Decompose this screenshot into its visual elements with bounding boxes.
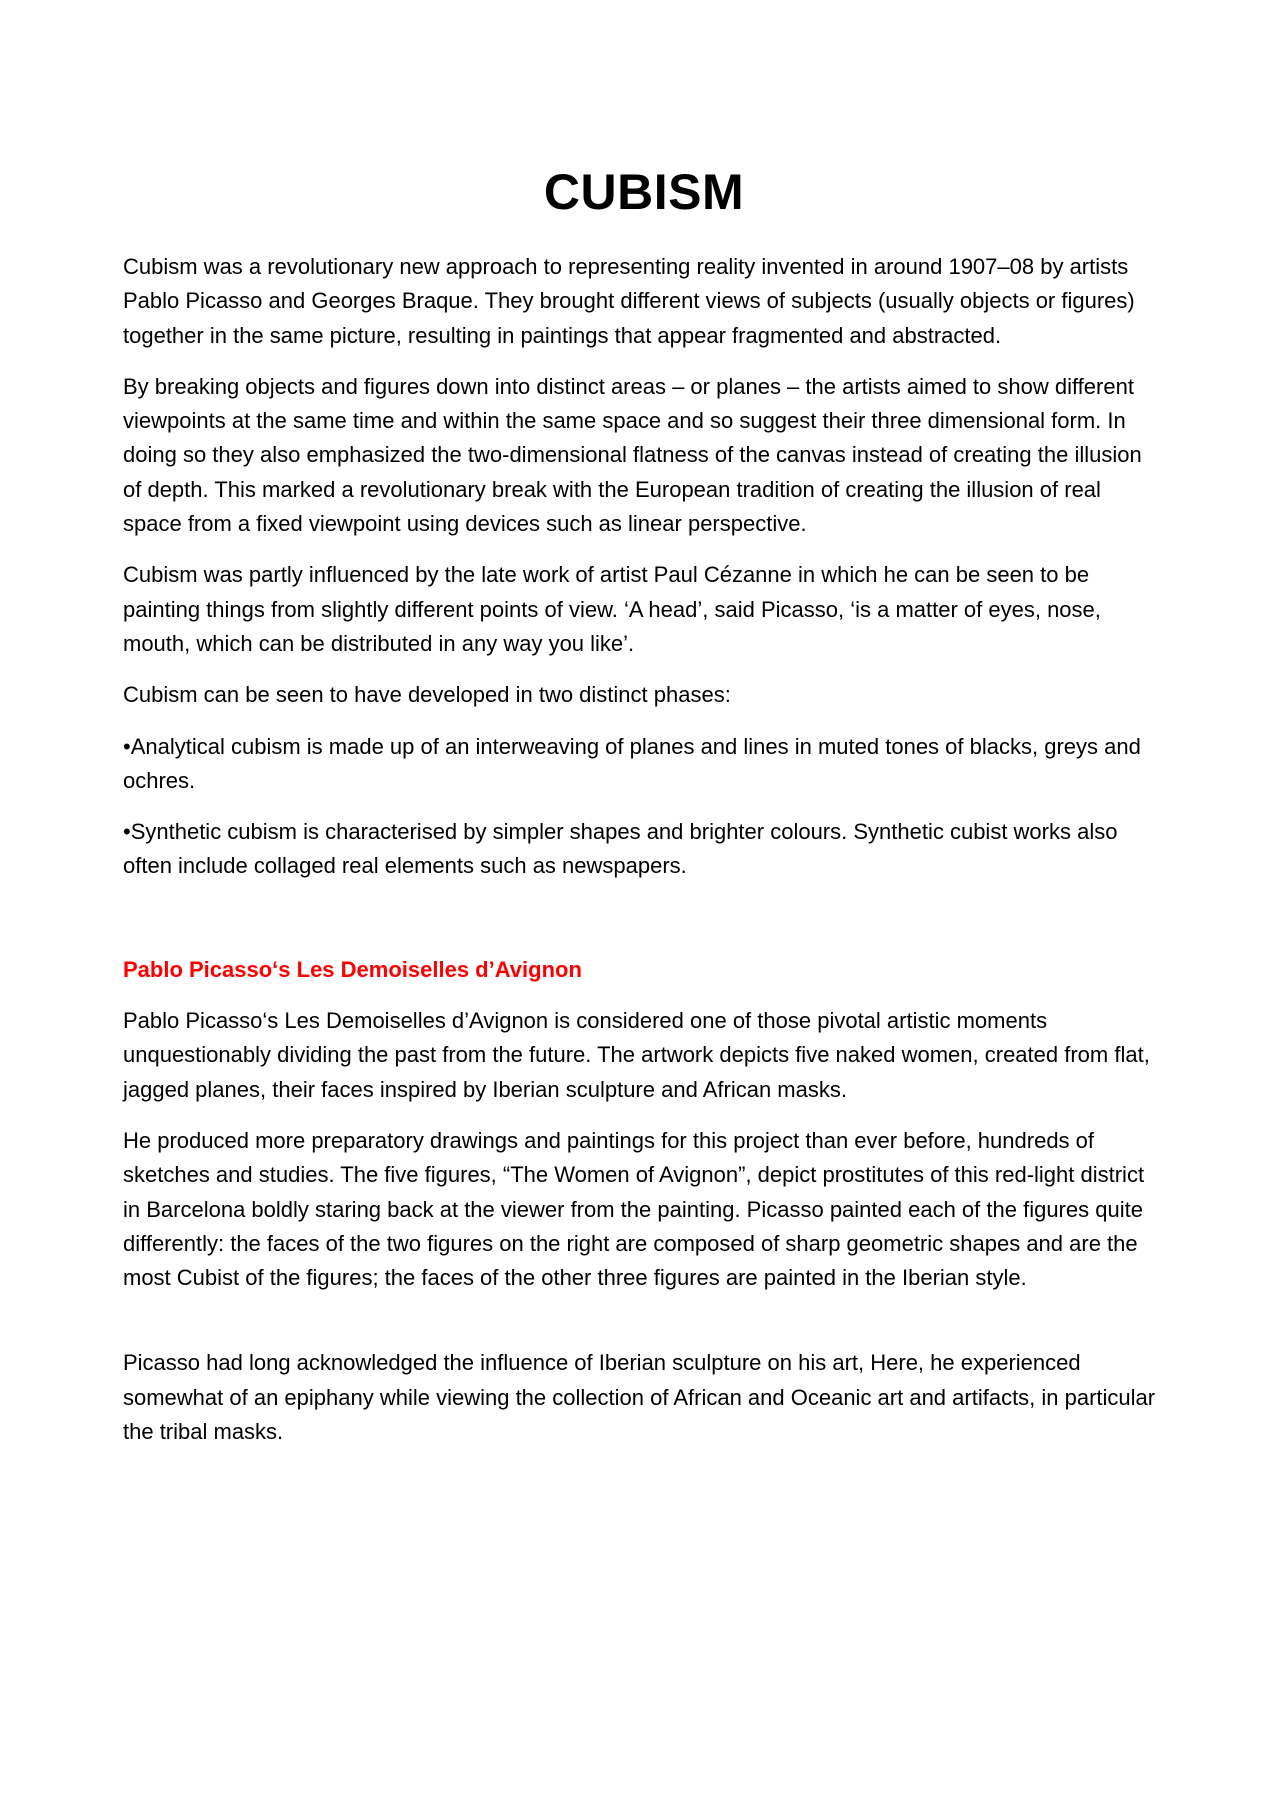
bullet-synthetic-cubism: •Synthetic cubism is characterised by simpler shapes and brighter colours. Synthetic cubist works also often include collaged real elements such as newspapers. [123, 819, 1118, 879]
paragraph-intro: Cubism was a revolutionary new approach to representing reality invented in around 1907–08 by artists Pablo Picasso and Georges Braque. They brought different views of subjects (usually objects or figures) together in the same picture, resulting in paintings that appear fragmented and abstracted. [123, 254, 1135, 348]
paragraph-cezanne: Cubism was partly influenced by the late work of artist Paul Cézanne in which he can be seen to be painting things from slightly different points of view. ‘A head’, said Picasso, ‘is a matter of eyes, nose, mouth, which can be distributed in any way you like’. [123, 562, 1101, 656]
paragraph-iberian-influence: Picasso had long acknowledged the influence of Iberian sculpture on his art, Here, he experienced somewhat of an epiphany while viewing the collection of African and Oceanic art and artifacts, in particular the tribal masks. [123, 1350, 1156, 1445]
paragraph-planes: By breaking objects and figures down into distinct areas – or planes – the artists aimed to show different viewpoints at the same time and within the same space and so suggest their three dimensional form. In doing so they also emphasized the two-dimensional flatness of the canvas instead of creating the illusion of depth. This marked a revolutionary break with the European tradition of creating the illusion of real space from a fixed viewpoint using devices such as linear perspective. [123, 373, 1142, 537]
paragraph-demoiselles-intro: Pablo Picasso‘s Les Demoiselles d’Avignon is considered one of those pivotal artistic moments unquestionably dividing the past from the future. The artwork depicts five naked women, created from flat, jagged planes, their faces inspired by Iberian sculpture and African masks. [123, 1008, 1150, 1102]
section-heading: Pablo Picasso‘s Les Demoiselles d’Avignon [123, 956, 582, 982]
page-title: CUBISM [543, 164, 745, 220]
paragraph-preparatory-drawings: He produced more preparatory drawings and paintings for this project than ever before, hundreds of sketches and studies. The five figures, “The Women of Avignon”, depict prostitutes of this red-light district in Barcelona boldly staring back at the viewer from the painting. Picasso painted each of the figures quite differently: the faces of the two figures on the right are composed of sharp geometric shapes and are the most Cubist of the figures; the faces of the other three figures are painted in the Iberian style. [123, 1127, 1145, 1291]
bullet-analytical-cubism: •Analytical cubism is made up of an interweaving of planes and lines in muted tones of blacks, greys and ochres. [123, 733, 1141, 793]
paragraph-phases: Cubism can be seen to have developed in two distinct phases: [123, 682, 731, 708]
blank-line [123, 1312, 1165, 1346]
blank-line [123, 901, 1165, 953]
document-body [123, 250, 1165, 1466]
